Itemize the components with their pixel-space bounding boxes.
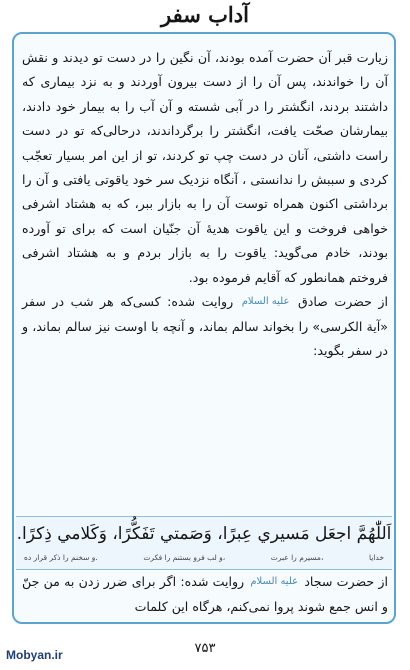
page-number: ۷۵۳ [194,641,216,656]
paragraph-2-text: روایت شده: کسی‌که هر شب در سفر «آیة الکرسی» را بخواند سالم بماند، و آنچه با اوست نیز سالم بماند، و در سفر بگوید: [22,294,388,359]
gloss-3: و لب فرو بستنم را فکرت، [143,553,226,562]
paragraph-1: زیارت قبر آن حضرت آمده بودند، آن نگین را در دست تو دیدند و نقش آن را خواندند، پس آن را از دست بیرون آوردند و به نزد بیماری که داشتند بردند، انگشتر را در آبی شسته و آن آب را به بیمار خود دادند، بیمارشان صحّت یافت، انگشتر را برگرداندند، درحالی‌که تو در دست راست داشتی، آنان در دست چپ تو کردند، تو از این امر بسیار تعجّب کردی و سببش را ندانستی ، آنگاه نزدیک سر خود یاقوتی یافتی و آن را برداشتی اکنون همراه توست آن را به بازار ببر، که به هشتاد اشرفی خواهی فروخت و این یاقوت هدیۀ آن جنّیان است که برای تو آورده بودند، خادم می‌گوید: یاقوت را به بازار بردم و به هشتاد اشرفی فروختم همانطور که آقایم فرموده بود. [22,50,388,285]
paragraph-3-lead: از حضرت سجاد [304,574,388,589]
main-text [22,46,388,364]
prayer-box [16,516,392,570]
gloss-4: و سخنم را ذکر قرار ده. [24,553,98,562]
gloss-2: مسیرم را عبرت، [270,553,324,562]
site-watermark: Mobyan.ir [6,648,63,662]
prayer-text: اَللّٰهُمَّ اجعَل مَسيري عِبرًا، وَصَمتي تَفَكُّرًا، وَكَلامي ذِكرًا. [16,524,392,544]
paragraph-3 [22,570,388,619]
paragraph-3-text: روایت شده: اگر برای ضرر زدن به من جنّ و انس جمع شوند پروا نمی‌کنم، هرگاه این کلمات [22,574,388,614]
paragraph-2-lead: از حضرت صادق [297,294,388,310]
gloss-1: خدایا [368,553,384,562]
honorific-ornament-1: علیه السلام [241,296,290,308]
paragraph-2 [22,290,388,364]
prayer-translation [24,552,384,564]
honorific-ornament-2: علیه السلام [250,576,299,588]
page-title: آداب سفر [161,2,249,27]
